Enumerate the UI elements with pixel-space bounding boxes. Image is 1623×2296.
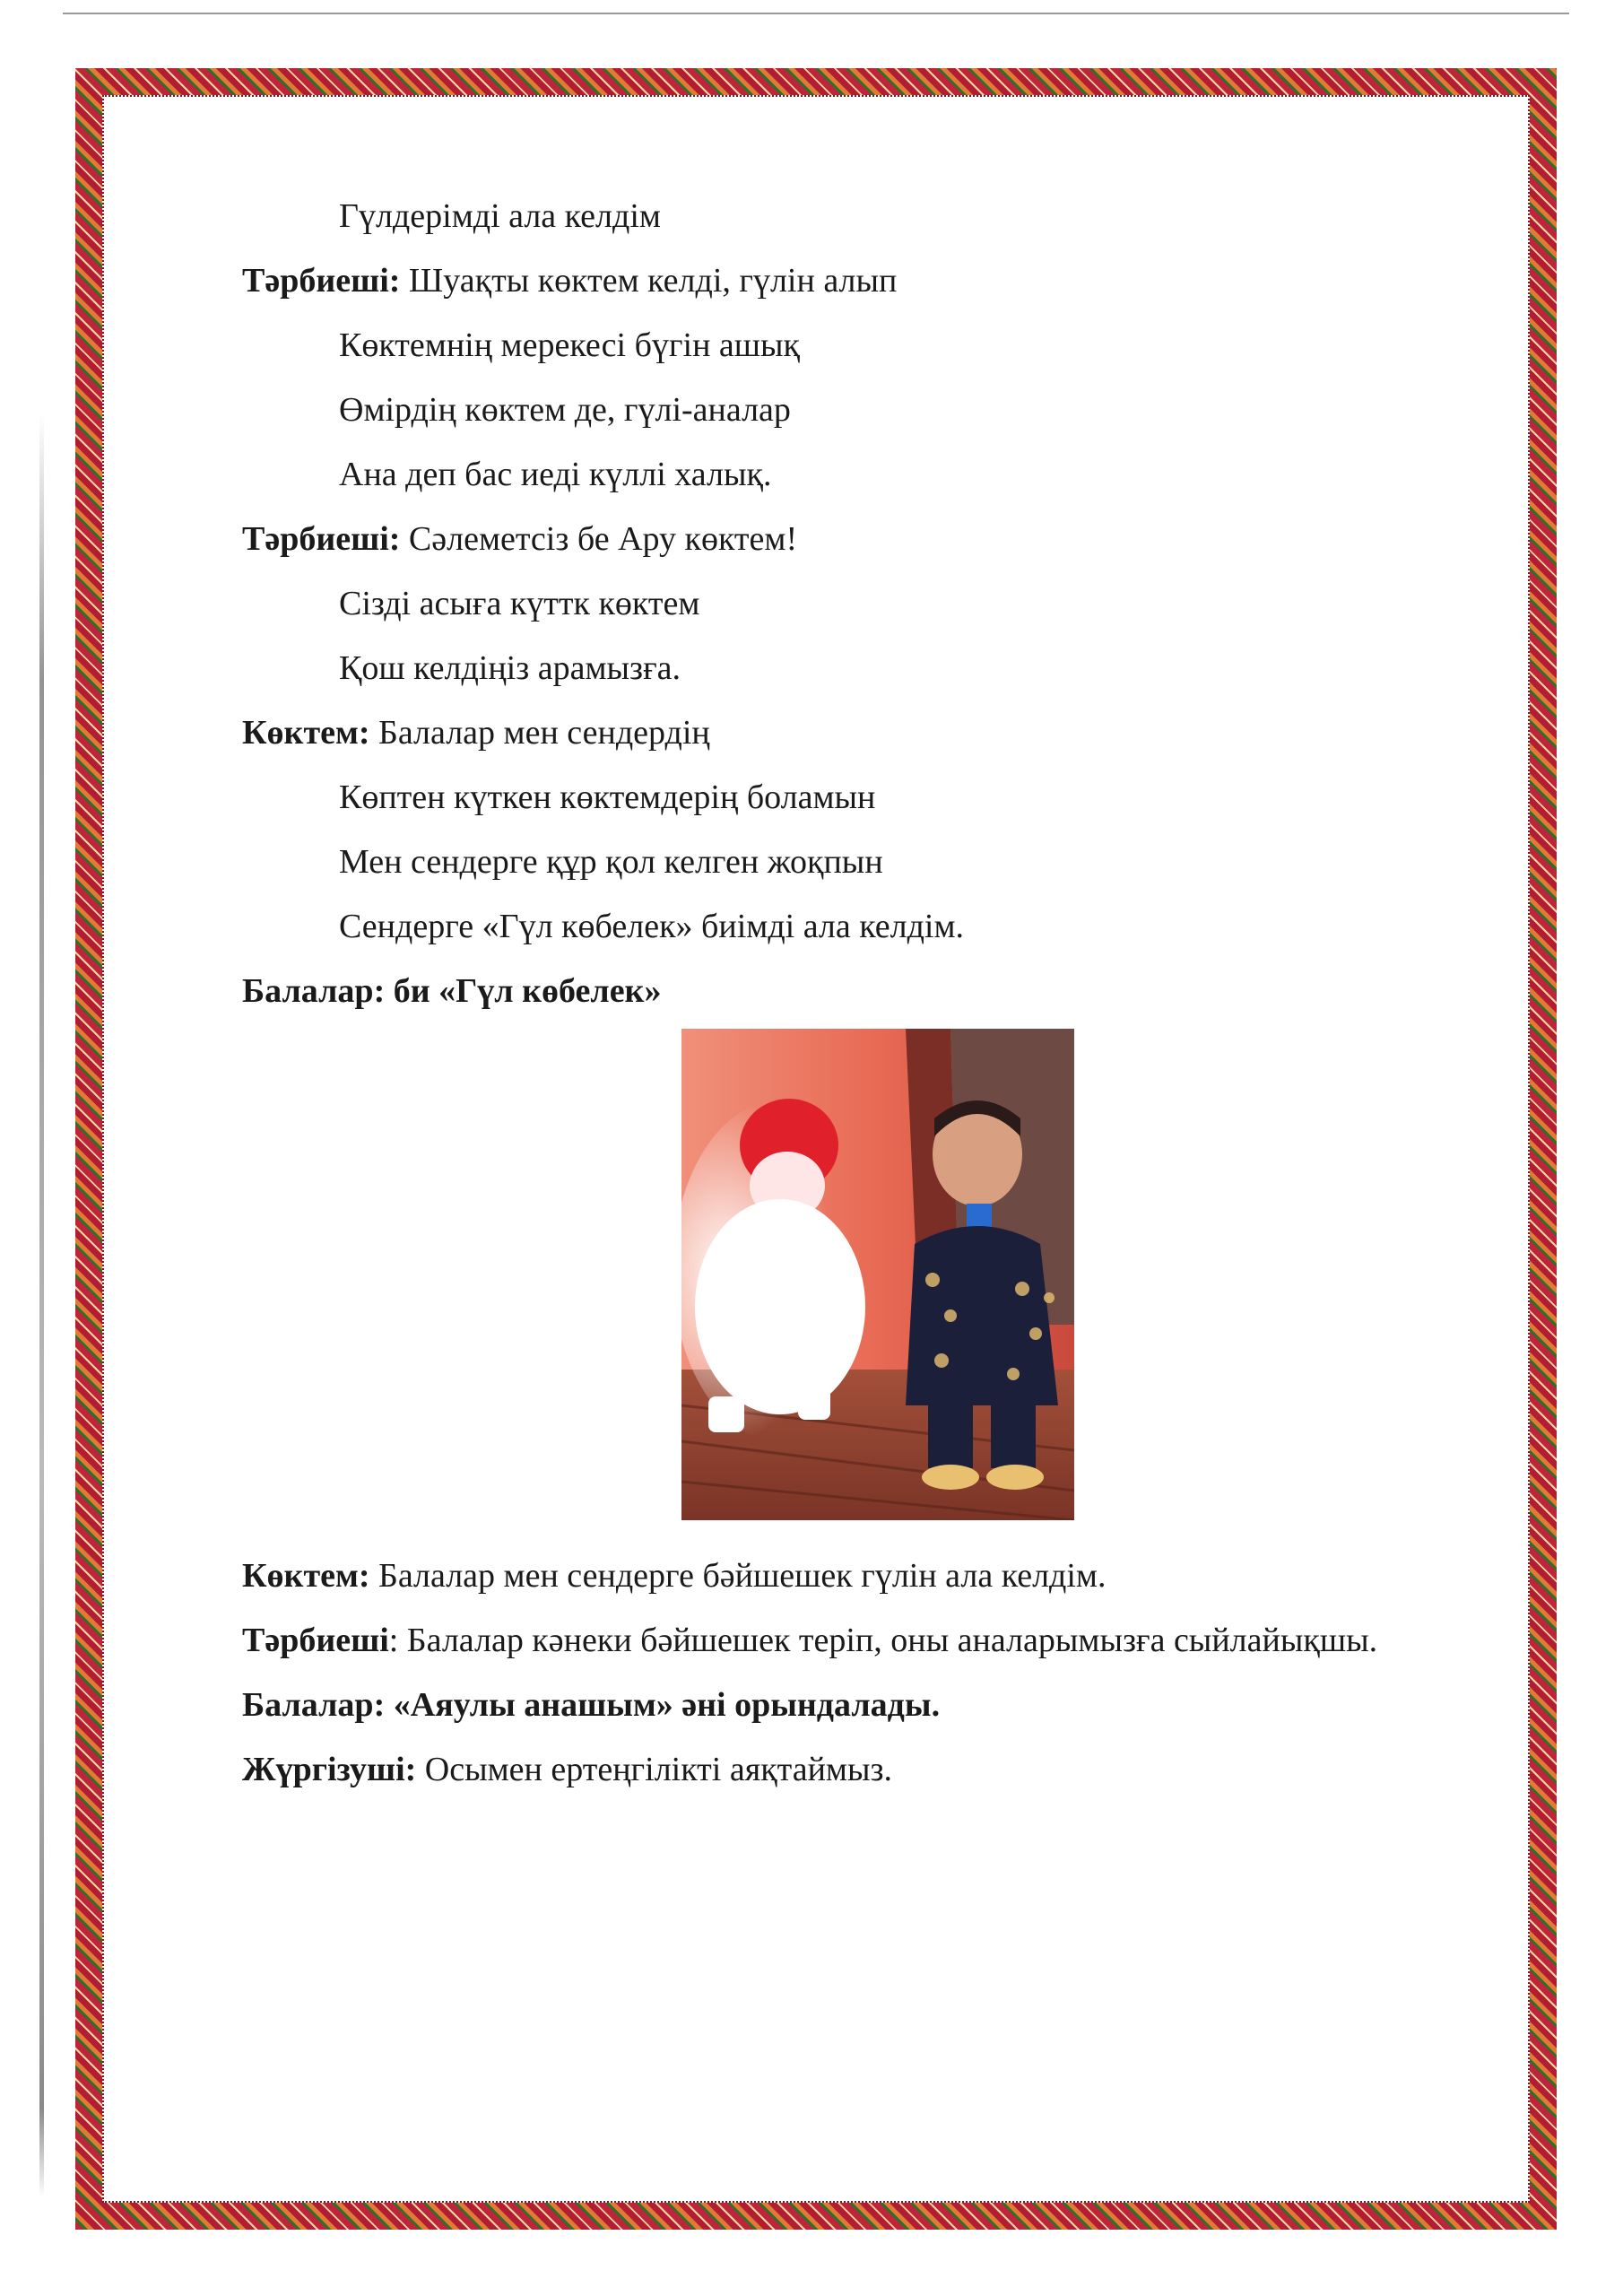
script-line: Көктем: Балалар мен сендердің: [242, 714, 710, 752]
photo-section: [242, 1023, 1524, 1544]
script-line: Көптен күткен көктемдерің боламын: [339, 778, 876, 816]
document-body: [242, 184, 1524, 1802]
script-line: Ана деп бас иеді күллі халық.: [339, 456, 772, 493]
script-line: Өмірдің көктем де, гүлі-аналар: [339, 391, 791, 429]
scan-edge-shadow: [39, 413, 44, 2197]
script-line: Көктем: Балалар мен сендерге бәйшешек гүлін ала келдім.: [242, 1557, 1107, 1595]
script-line: Жүргізуші: Осымен ертеңгілікті аяқтаймыз.: [242, 1751, 893, 1788]
script-line: Тәрбиеші: Шуақты көктем келді, гүлін алып: [242, 262, 898, 300]
script-line: Тәрбиеші: Сәлеметсіз бе Ару көктем!: [242, 520, 798, 558]
script-line: Гүлдерімді ала келдім: [339, 197, 661, 235]
speaker-label: Көктем:: [242, 1557, 370, 1595]
script-line: Сізді асыға күттк көктем: [339, 585, 700, 622]
scan-top-rule: [63, 13, 1569, 14]
speaker-label: Тәрбиеші:: [242, 520, 401, 558]
speaker-label: Тәрбиеші:: [242, 262, 401, 300]
children-costume-photo: [681, 1029, 1074, 1520]
script-line: Көктемнің мерекесі бүгін ашық: [339, 326, 801, 364]
script-line: Тәрбиеші: Балалар кәнеки бәйшешек теріп, оны аналарымызға сыйлайықшы.: [242, 1622, 1378, 1659]
script-line: Мен сендерге құр қол келген жоқпын: [339, 843, 883, 881]
script-line: Қош келдіңіз арамызға.: [339, 649, 681, 687]
script-line: [242, 1673, 1524, 1737]
speaker-label: Көктем:: [242, 714, 370, 752]
script-section-after-photo: [242, 1544, 1524, 1802]
script-line: Сендерге «Гүл көбелек» биімді ала келдім.: [339, 908, 965, 945]
dance-announcement: Балалар: би «Гүл көбелек»: [242, 972, 662, 1010]
script-section-before-photo: [242, 184, 1524, 1023]
speaker-label: Жүргізуші:: [242, 1751, 417, 1788]
speaker-label: Тәрбиеші: [242, 1622, 389, 1659]
speaker-label: Балалар: «Аяулы анашым» әні орындалады.: [242, 1686, 941, 1724]
